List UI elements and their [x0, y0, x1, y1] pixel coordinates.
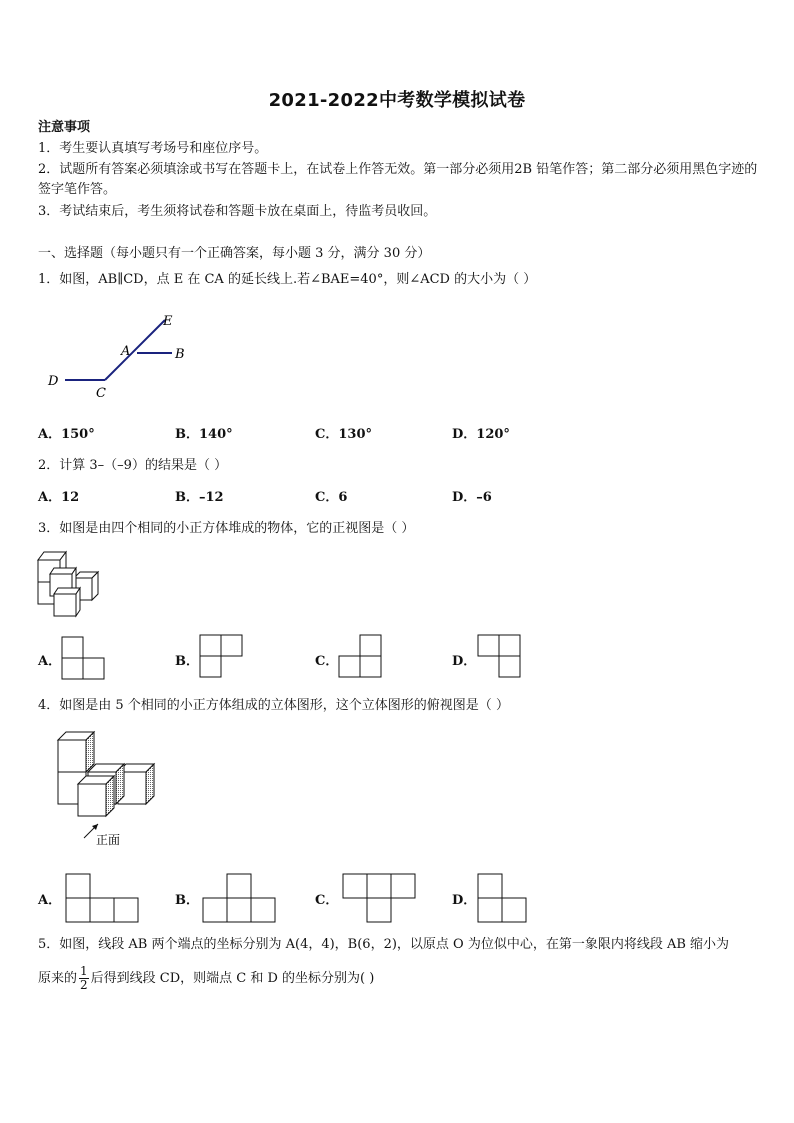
front-view-label: 正面 [96, 833, 121, 847]
question-1-stem: 1．如图，AB∥CD，点 E 在 CA 的延长线上.若∠BAE=40°，则∠ACD 的大小为（ ） [38, 272, 537, 287]
q1-option-d[interactable]: D．120° [452, 427, 510, 442]
label-a: A [121, 344, 131, 359]
question-5-stem-line1: 5．如图，线段 AB 两个端点的坐标分别为 A(4，4)，B(6，2)，以原点 O 为位似中心，在第一象限内将线段 AB 缩小为 [38, 937, 730, 952]
q3-option-a-figure[interactable] [60, 636, 106, 680]
q4-option-b-figure[interactable] [201, 872, 279, 924]
label-e: E [163, 314, 173, 329]
label-d: D [48, 374, 59, 389]
q4-option-d-figure[interactable] [476, 872, 530, 924]
q3-option-d-figure[interactable] [476, 634, 522, 678]
note-item-3: 3．考试结束后，考生须将试卷和答题卡放在桌面上，待监考员收回。 [38, 204, 437, 219]
q5-fraction [79, 965, 89, 992]
q5-suffix: 后得到线段 CD，则端点 C 和 D 的坐标分别为( ) [90, 971, 375, 986]
label-b: B [175, 347, 185, 362]
q2-option-c[interactable]: C．6 [315, 490, 348, 505]
q1-option-a[interactable]: A．150° [38, 427, 95, 442]
q3-option-b-figure[interactable] [198, 634, 244, 678]
note-item-2: 2．试题所有答案必须填涂或书写在答题卡上，在试卷上作答无效。第一部分必须用2B 铅笔作答；第二部分必须用黑色字迹的签字笔作答。 [38, 162, 758, 197]
q1-option-b[interactable]: B．140° [175, 427, 233, 442]
q3-option-a-label[interactable]: A． [38, 654, 62, 669]
q4-option-b-label[interactable]: B． [175, 893, 199, 908]
q4-option-c-label[interactable]: C． [315, 893, 339, 908]
question-1-figure [40, 305, 210, 405]
q4-option-a-label[interactable]: A． [38, 893, 62, 908]
q5-prefix: 原来的 [38, 971, 78, 986]
notes-heading: 注意事项 [38, 120, 91, 135]
page-title: 2021-2022中考数学模拟试卷 [268, 90, 526, 111]
question-4-stem: 4．如图是由 5 个相同的小正方体组成的立体图形，这个立体图形的俯视图是（ ） [38, 698, 509, 713]
question-5-stem-line2 [38, 962, 374, 996]
q5-frac-denominator: 2 [80, 978, 88, 992]
note-item-1: 1．考生要认真填写考场号和座位序号。 [38, 141, 268, 156]
label-c: C [96, 386, 106, 401]
q4-option-d-label[interactable]: D． [452, 893, 477, 908]
q2-option-a[interactable]: A．12 [38, 490, 80, 505]
q2-option-d[interactable]: D．–6 [452, 490, 492, 505]
q3-option-c-label[interactable]: C． [315, 654, 339, 669]
q3-option-b-label[interactable]: B． [175, 654, 199, 669]
question-3-cube-figure [36, 548, 100, 618]
q5-frac-numerator: 1 [80, 964, 88, 978]
q4-option-a-figure[interactable] [64, 872, 142, 924]
section-heading: 一、选择题（每小题只有一个正确答案，每小题 3 分，满分 30 分） [38, 246, 431, 261]
q3-option-d-label[interactable]: D． [452, 654, 477, 669]
question-2-stem: 2．计算 3–（–9）的结果是（ ） [38, 458, 228, 473]
q4-option-c-figure[interactable] [341, 872, 419, 924]
q1-option-c[interactable]: C．130° [315, 427, 372, 442]
q3-option-c-figure[interactable] [337, 634, 383, 678]
question-4-cube-figure [52, 728, 162, 850]
question-3-stem: 3．如图是由四个相同的小正方体堆成的物体，它的正视图是（ ） [38, 521, 415, 536]
q2-option-b[interactable]: B．–12 [175, 490, 224, 505]
